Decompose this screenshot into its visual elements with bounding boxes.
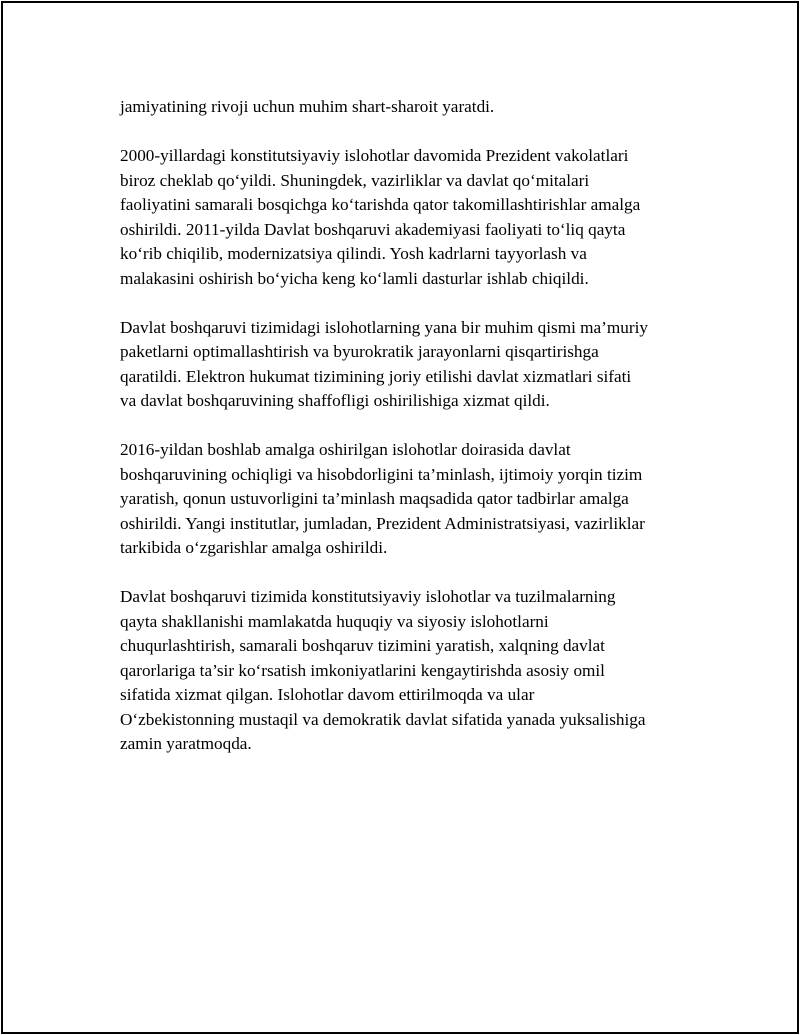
text-line: chuqurlashtirish, samarali boshqaruv tizimini yaratish, xalqning davlat (120, 636, 605, 655)
document-page (1, 1, 799, 1034)
paragraph-4 (120, 438, 700, 561)
text-line: 2016-yildan boshlab amalga oshirilgan islohotlar doirasida davlat (120, 440, 571, 459)
paragraph-2 (120, 144, 700, 291)
text-line: qarorlariga ta’sir ko‘rsatish imkoniyatlarini kengaytirishda asosiy omil (120, 660, 605, 680)
text-line: qaratildi. Elektron hukumat tizimining joriy etilishi davlat xizmatlari sifati (120, 366, 632, 386)
text-line: O‘zbekistonning mustaqil va demokratik davlat sifatida yanada yuksalishiga (120, 709, 646, 729)
text-line: sifatida xizmat qilgan. Islohotlar davom ettirilmoqda va ular (120, 685, 535, 704)
text-line: Davlat boshqaruvi tizimida konstitutsiyaviy islohotlar va tuzilmalarning (120, 587, 616, 606)
text-line: paketlarni optimallashtirish va byurokratik jarayonlarni qisqartirishga (120, 342, 599, 361)
text-line: yaratish, qonun ustuvorligini ta’minlash maqsadida qator tadbirlar amalga (120, 489, 629, 508)
text-line: qayta shakllanishi mamlakatda huquqiy va siyosiy islohotlarni (120, 611, 549, 631)
text-line: 2000-yillardagi konstitutsiyaviy islohotlar davomida Prezident vakolatlari (120, 146, 629, 165)
text-line: faoliyatini samarali bosqichga ko‘tarishda qator takomillashtirishlar amalga (120, 195, 641, 214)
text-line: malakasini oshirish bo‘yicha keng ko‘lamli dasturlar ishlab chiqildi. (120, 268, 589, 288)
paragraph-1 (120, 95, 700, 120)
text-line: boshqaruvining ochiqligi va hisobdorligini ta’minlash, ijtimoiy yorqin tizim (120, 464, 643, 484)
text-line: biroz cheklab qo‘yildi. Shuningdek, vazirliklar va davlat qo‘mitalari (120, 170, 590, 190)
text-line: oshirildi. 2011-yilda Davlat boshqaruvi akademiyasi faoliyati to‘liq qayta (120, 219, 626, 239)
text-line: ko‘rib chiqilib, modernizatsiya qilindi. Yosh kadrlarni tayyorlash va (120, 244, 587, 263)
paragraph-5 (120, 585, 700, 757)
text-line: tarkibida o‘zgarishlar amalga oshirildi. (120, 538, 388, 557)
text-line: zamin yaratmoqda. (120, 734, 252, 753)
document-body (120, 95, 700, 781)
text-line: jamiyatining rivoji uchun muhim shart-sharoit yaratdi. (120, 97, 495, 116)
text-line: va davlat boshqaruvining shaffofligi oshirilishiga xizmat qildi. (120, 391, 550, 410)
text-line: Davlat boshqaruvi tizimidagi islohotlarning yana bir muhim qismi ma’muriy (120, 317, 648, 337)
text-line: oshirildi. Yangi institutlar, jumladan, Prezident Administratsiyasi, vazirliklar (120, 513, 645, 533)
paragraph-3 (120, 316, 700, 414)
